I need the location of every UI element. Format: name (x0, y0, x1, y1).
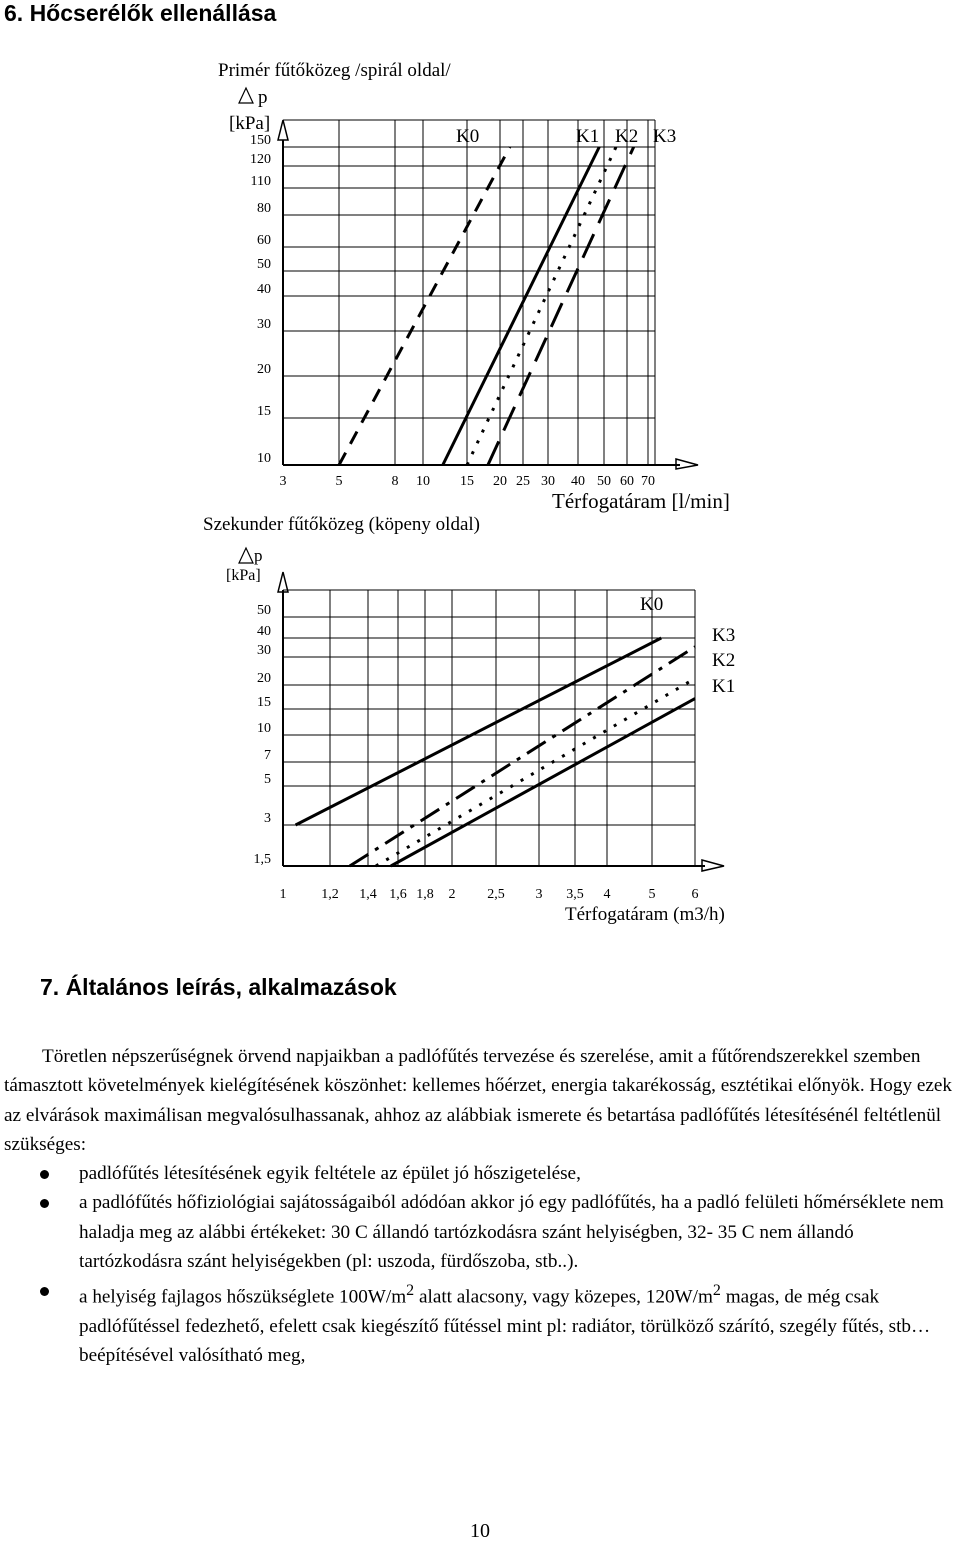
y-tick-label: 40 (257, 282, 271, 297)
x-tick-label: 1,4 (359, 887, 377, 902)
x-tick-label: 20 (493, 474, 507, 489)
y-tick-label: 80 (257, 201, 271, 216)
bullet-icon (40, 1287, 49, 1296)
y-tick-label: 1,5 (253, 852, 271, 867)
x-tick-label: 6 (691, 887, 699, 902)
bullet-icon (40, 1199, 49, 1208)
y-tick-label: 20 (257, 671, 271, 686)
primary-xlabel: Térfogatáram [l/min] (552, 489, 730, 513)
x-tick-label: 1 (279, 887, 287, 902)
secondary-chart-x-ticks (280, 887, 699, 902)
x-tick-label: 5 (648, 887, 656, 902)
requirements-list (4, 1159, 956, 1370)
primary-chart-series-labels (456, 126, 676, 147)
x-tick-label: 15 (460, 474, 474, 489)
section-7-body (4, 1042, 956, 1371)
primary-ylabel-unit: [kPa] (229, 113, 271, 134)
section-6-heading: 6. Hőcserélők ellenállása (4, 0, 277, 26)
secondary-y-axis-arrow (278, 572, 288, 592)
x-tick-label: 3 (279, 474, 287, 489)
x-tick-label: 50 (597, 474, 611, 489)
secondary-ylabel-symbol: p (254, 546, 263, 565)
secondary-chart-series (296, 638, 695, 866)
series-line-k0 (339, 147, 510, 465)
x-tick-label: 1,2 (321, 887, 339, 902)
list-item: a helyiség fajlagos hőszükséglete $100W/m^2$ alatt alacsony, vagy közepes, $120W/m^2$ magas, de még csak padlófűtéssel fedezhető, efelett csak kiegészítő fűtéssel mint pl: radiátor, törülköző szárító, szegély fűtés, stb…beépítésével valósítható meg, (4, 1276, 956, 1370)
bullet-icon (40, 1170, 49, 1179)
y-tick-label: 60 (257, 233, 271, 248)
series-label: K3 (653, 126, 677, 147)
secondary-chart-grid (283, 590, 695, 866)
list-item: a padlófűtés hőfiziológiai sajátosságaiból adódóan akkor jó egy padlófűtés, ha a padló felületi hőmérséklete nem haladja meg az alábbi értékeket: 30 C állandó tartózkodásra szánt helyiségben, 32- 35 C nem állandó tartózkodásra szánt helyiségekben (pl: uszoda, fürdőszoba, stb..). (4, 1188, 956, 1276)
x-tick-label: 25 (516, 474, 530, 489)
y-tick-label: 30 (257, 643, 271, 658)
x-tick-label: 40 (571, 474, 585, 489)
series-label: K2 (712, 650, 736, 671)
x-tick-label: 1,6 (389, 887, 407, 902)
y-tick-label: 15 (257, 404, 271, 419)
primary-chart-y-ticks (250, 133, 271, 466)
y-tick-label: 3 (264, 811, 271, 826)
y-tick-label: 120 (250, 152, 271, 167)
y-tick-label: 5 (264, 772, 271, 787)
section-7-heading: 7. Általános leírás, alkalmazások (40, 974, 397, 1000)
list-item: padlófűtés létesítésének egyik feltétele az épület jó hőszigetelése, (4, 1159, 956, 1188)
x-tick-label: 4 (603, 887, 611, 902)
y-tick-label: 15 (257, 695, 271, 710)
y-tick-label: 50 (257, 603, 271, 618)
primary-y-axis-arrow (278, 120, 288, 140)
delta-icon (239, 548, 253, 563)
series-label: K0 (640, 594, 664, 615)
y-tick-label: 110 (250, 174, 271, 189)
y-tick-label: 30 (257, 317, 271, 332)
series-label: K3 (712, 625, 736, 646)
y-tick-label: 10 (257, 721, 271, 736)
primary-chart-series (339, 147, 634, 465)
y-tick-label: 40 (257, 624, 271, 639)
series-label: K1 (712, 676, 736, 697)
delta-icon (239, 88, 253, 103)
y-tick-label: 150 (250, 133, 271, 148)
series-line-k2 (376, 678, 695, 866)
series-line-k3 (488, 147, 634, 465)
series-label: K2 (615, 126, 639, 147)
x-tick-label: 70 (641, 474, 655, 489)
x-tick-label: 3,5 (566, 887, 584, 902)
x-tick-label: 10 (416, 474, 430, 489)
series-label: K1 (576, 126, 600, 147)
y-tick-label: 20 (257, 362, 271, 377)
secondary-xlabel: Térfogatáram (m3/h) (565, 904, 725, 925)
x-tick-label: 8 (391, 474, 399, 489)
series-line-k1 (443, 147, 599, 465)
series-line-k2 (467, 147, 616, 465)
x-tick-label: 2,5 (487, 887, 505, 902)
series-label: K0 (456, 126, 480, 147)
primary-chart-title: Primér fűtőközeg /spirál oldal/ (218, 60, 451, 81)
x-tick-label: 3 (535, 887, 543, 902)
intro-paragraph: Töretlen népszerűségnek örvend napjaikban a padlófűtés tervezése és szerelése, amit a fűtőrendszerekkel szemben támasztott követelmények kielégítésének köszönhet: kellemes hőérzet, energia takarékosság, esztétikai előnyök. Hogy ezek az elvárások maximálisan megvalósulhassanak, ahhoz az alábbiak ismerete és betartása padlófűtés létesítésénél feltétlenül szükséges: (4, 1046, 953, 1155)
secondary-x-axis-arrow (702, 860, 724, 871)
secondary-chart-y-ticks (254, 603, 272, 867)
primary-chart-x-ticks (280, 474, 656, 489)
page-number: 10 (470, 1520, 490, 1542)
x-tick-label: 2 (448, 887, 456, 902)
secondary-ylabel-unit: [kPa] (226, 567, 261, 584)
x-tick-label: 5 (335, 474, 343, 489)
y-tick-label: 7 (264, 748, 271, 763)
series-line-k3 (350, 647, 695, 866)
x-tick-label: 1,8 (416, 887, 434, 902)
y-tick-label: 10 (257, 451, 271, 466)
primary-ylabel-symbol: p (258, 87, 268, 108)
secondary-chart-title: Szekunder fűtőközeg (köpeny oldal) (203, 514, 480, 535)
x-tick-label: 60 (620, 474, 634, 489)
x-tick-label: 30 (541, 474, 555, 489)
y-tick-label: 50 (257, 257, 271, 272)
series-line-k1 (391, 699, 695, 866)
